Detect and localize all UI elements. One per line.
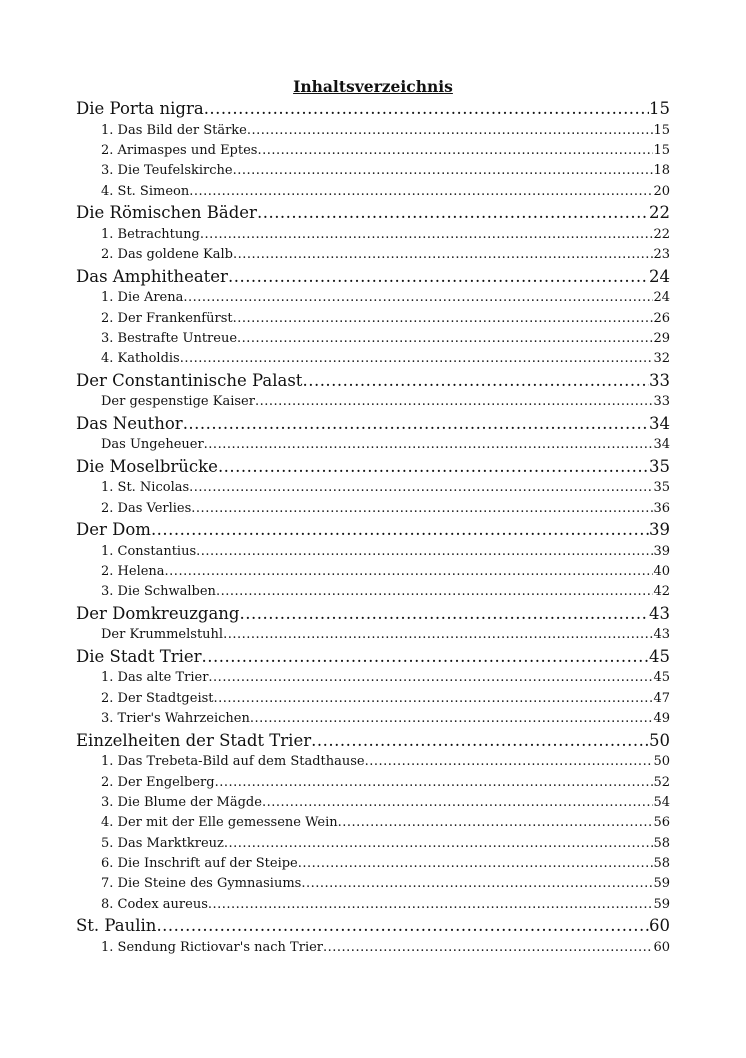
toc-leader-dots [323, 938, 653, 958]
toc-page-number: 60 [653, 939, 670, 955]
toc-leader-dots [196, 542, 653, 562]
toc-chapter-entry [76, 413, 670, 436]
toc-chapter-entry [76, 646, 670, 669]
toc-page-number: 50 [653, 754, 670, 770]
toc-entry-title: 3. Bestrafte Untreue [101, 330, 238, 346]
toc-chapter-entry [76, 915, 670, 938]
toc-page-number: 34 [649, 413, 670, 433]
toc-page-number: 35 [653, 480, 670, 496]
toc-leader-dots [204, 98, 649, 121]
toc-section-entry [76, 435, 670, 455]
toc-entry-title: 2. Das goldene Kalb [101, 247, 233, 263]
toc-page-number: 58 [653, 856, 670, 872]
toc-section-entry [76, 245, 670, 265]
toc-page-number: 43 [649, 603, 670, 623]
toc-leader-dots [183, 288, 653, 308]
toc-leader-dots [204, 435, 654, 455]
toc-leader-dots [151, 519, 649, 542]
toc-entry-title: 8. Codex aureus [101, 896, 208, 912]
toc-page-number: 20 [653, 183, 670, 199]
toc-section-entry [76, 392, 670, 412]
toc-section-entry [76, 499, 670, 519]
toc-section-entry [76, 225, 670, 245]
toc-leader-dots [228, 266, 649, 289]
toc-entry-title: Der Dom [76, 520, 151, 540]
toc-page-number: 39 [649, 520, 670, 540]
toc-leader-dots [223, 625, 653, 645]
toc-entry-title: 4. Der mit der Elle gemessene Wein [101, 815, 338, 831]
page-title: Inhaltsverzeichnis [293, 77, 453, 96]
toc-entry-title: Der Krummelstuhl [101, 627, 224, 643]
toc-leader-dots [311, 730, 649, 753]
toc-entry-title: Die Römischen Bäder [76, 203, 257, 223]
toc-section-entry [76, 938, 670, 958]
toc-leader-dots [183, 413, 649, 436]
toc-entry-title: 1. Das Bild der Stärke [101, 122, 247, 138]
toc-section-entry [76, 668, 670, 688]
toc-page-number: 40 [653, 564, 670, 580]
toc-page-number: 15 [653, 142, 670, 158]
toc-section-entry [76, 773, 670, 793]
toc-leader-dots [156, 915, 649, 938]
toc-section-entry [76, 349, 670, 369]
toc-page-number: 24 [649, 266, 670, 286]
toc-leader-dots [180, 349, 654, 369]
toc-section-entry [76, 141, 670, 161]
toc-page-number: 36 [653, 500, 670, 516]
toc-leader-dots [224, 834, 654, 854]
toc-section-entry [76, 182, 670, 202]
toc-section-entry [76, 542, 670, 562]
toc-entry-title: Der Constantinische Palast [76, 370, 303, 390]
toc-page-number: 45 [653, 670, 670, 686]
toc-entry-title: Das Ungeheuer [101, 437, 204, 453]
toc-leader-dots [262, 793, 654, 813]
toc-entry-title: Die Moselbrücke [76, 456, 218, 476]
toc-page-number: 34 [653, 437, 670, 453]
toc-leader-dots [240, 603, 650, 626]
toc-chapter-entry [76, 519, 670, 542]
toc-section-entry [76, 793, 670, 813]
toc-entry-title: Der gespenstige Kaiser [101, 394, 255, 410]
toc-leader-dots [189, 478, 653, 498]
toc-section-entry [76, 329, 670, 349]
toc-section-entry [76, 689, 670, 709]
toc-leader-dots [215, 773, 654, 793]
toc-leader-dots [208, 895, 654, 915]
toc-page-number: 26 [653, 310, 670, 326]
toc-page-number: 50 [649, 730, 670, 750]
toc-leader-dots [250, 709, 654, 729]
toc-chapter-entry [76, 370, 670, 393]
toc-leader-dots [237, 329, 653, 349]
toc-leader-dots [202, 646, 649, 669]
toc-leader-dots [247, 121, 654, 141]
toc-leader-dots [233, 309, 654, 329]
toc-entry-title: 1. Constantius [101, 543, 197, 559]
toc-page-number: 15 [649, 99, 670, 118]
toc-page-number: 39 [653, 543, 670, 559]
toc-leader-dots [302, 370, 649, 393]
toc-entry-title: 5. Das Marktkreuz [101, 835, 224, 851]
toc-page-number: 59 [653, 896, 670, 912]
toc-entry-title: 4. St. Simeon [101, 183, 190, 199]
toc-page-number: 60 [649, 916, 670, 936]
toc-section-entry [76, 709, 670, 729]
toc-leader-dots [200, 225, 654, 245]
toc-section-entry [76, 752, 670, 772]
toc-entry-title: 2. Helena [101, 564, 165, 580]
toc-page-number: 52 [653, 774, 670, 790]
toc-section-entry [76, 834, 670, 854]
toc-page-number: 47 [653, 690, 670, 706]
toc-section-entry [76, 582, 670, 602]
toc-page-number: 56 [653, 815, 670, 831]
toc-leader-dots [257, 202, 649, 225]
toc-chapter-entry [76, 456, 670, 479]
toc-leader-dots [233, 161, 654, 181]
toc-chapter-entry [76, 202, 670, 225]
toc-page-number: 35 [649, 456, 670, 476]
toc-entry-title: 4. Katholdis [101, 351, 180, 367]
toc-entry-title: Die Porta nigra [76, 99, 204, 118]
toc-leader-dots [191, 499, 653, 519]
toc-page-number: 22 [653, 226, 670, 242]
toc-leader-dots [257, 141, 653, 161]
toc-entry-title: 2. Das Verlies [101, 500, 192, 516]
toc-entry-title: Das Amphitheater [76, 266, 228, 286]
toc-entry-title: 1. Die Arena [101, 290, 184, 306]
toc-leader-dots [338, 813, 654, 833]
table-of-contents [76, 98, 670, 958]
toc-page-number: 22 [649, 203, 670, 223]
toc-section-entry [76, 562, 670, 582]
toc-leader-dots [233, 245, 653, 265]
toc-page-number: 29 [653, 330, 670, 346]
toc-leader-dots [255, 392, 654, 412]
toc-section-entry [76, 288, 670, 308]
toc-entry-title: 3. Trier's Wahrzeichen [101, 711, 250, 727]
toc-section-entry [76, 813, 670, 833]
toc-entry-title: 1. St. Nicolas [101, 480, 190, 496]
toc-chapter-entry [76, 98, 670, 121]
toc-section-entry [76, 854, 670, 874]
toc-section-entry [76, 478, 670, 498]
toc-entry-title: 3. Die Teufelskirche [101, 163, 233, 179]
toc-entry-title: Das Neuthor [76, 413, 183, 433]
toc-leader-dots [189, 182, 653, 202]
toc-entry-title: 2. Der Frankenfürst [101, 310, 233, 326]
toc-chapter-entry [76, 730, 670, 753]
toc-entry-title: 6. Die Inschrift auf der Steipe [101, 856, 298, 872]
toc-section-entry [76, 309, 670, 329]
toc-entry-title: 2. Der Stadtgeist [101, 690, 214, 706]
toc-entry-title: 1. Sendung Rictiovar's nach Trier [101, 939, 324, 955]
toc-section-entry [76, 895, 670, 915]
toc-page-number: 32 [653, 351, 670, 367]
toc-page-number: 15 [653, 122, 670, 138]
toc-entry-title: 1. Das Trebeta-Bild auf dem Stadthause [101, 754, 365, 770]
toc-leader-dots [208, 668, 653, 688]
toc-entry-title: 3. Die Blume der Mägde [101, 794, 262, 810]
toc-page-number: 49 [653, 711, 670, 727]
toc-entry-title: St. Paulin [76, 916, 157, 936]
toc-page-number: 18 [653, 163, 670, 179]
toc-leader-dots [298, 854, 654, 874]
toc-leader-dots [216, 582, 654, 602]
toc-leader-dots [214, 689, 654, 709]
toc-page-number: 23 [653, 247, 670, 263]
toc-entry-title: Einzelheiten der Stadt Trier [76, 730, 312, 750]
toc-entry-title: Die Stadt Trier [76, 646, 202, 666]
toc-entry-title: 1. Betrachtung [101, 226, 200, 242]
toc-page-number: 54 [653, 794, 670, 810]
toc-section-entry [76, 161, 670, 181]
toc-section-entry [76, 121, 670, 141]
toc-page-number: 58 [653, 835, 670, 851]
toc-page-number: 43 [653, 627, 670, 643]
toc-page-number: 59 [653, 876, 670, 892]
toc-leader-dots [365, 752, 654, 772]
toc-leader-dots [301, 874, 653, 894]
toc-section-entry [76, 874, 670, 894]
toc-page-number: 33 [653, 394, 670, 410]
toc-entry-title: 2. Arimaspes und Eptes [101, 142, 258, 158]
toc-entry-title: 7. Die Steine des Gymnasiums [101, 876, 302, 892]
toc-entry-title: 3. Die Schwalben [101, 584, 216, 600]
toc-page-number: 33 [649, 370, 670, 390]
toc-entry-title: 2. Der Engelberg [101, 774, 215, 790]
toc-page-number: 24 [653, 290, 670, 306]
toc-chapter-entry [76, 603, 670, 626]
toc-page-number: 45 [649, 646, 670, 666]
toc-entry-title: 1. Das alte Trier [101, 670, 209, 686]
toc-leader-dots [165, 562, 654, 582]
toc-page-number: 42 [653, 584, 670, 600]
toc-entry-title: Der Domkreuzgang [76, 603, 240, 623]
toc-chapter-entry [76, 266, 670, 289]
toc-section-entry [76, 625, 670, 645]
toc-leader-dots [218, 456, 649, 479]
